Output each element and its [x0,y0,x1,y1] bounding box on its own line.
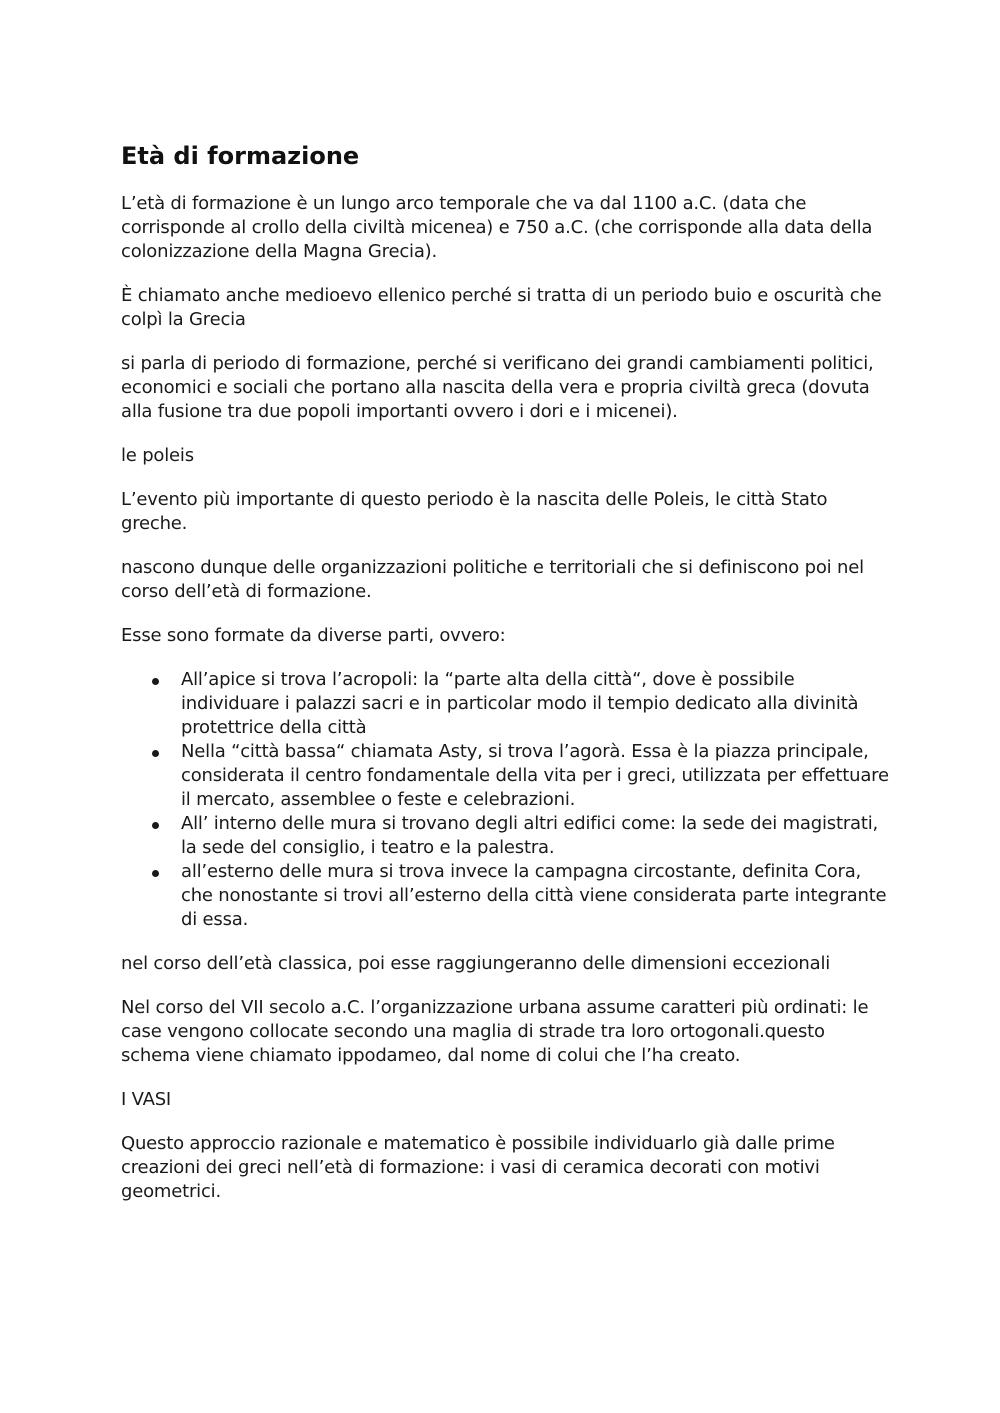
list-item-text: all’esterno delle mura si trova invece la campagna circostante, definita Cora, che nonostante si trovi all’esterno della città viene considerata parte integrante di essa. [181,861,887,930]
paragraph-vii-secolo: Nel corso del VII secolo a.C. l’organizzazione urbana assume caratteri più ordinati: le case vengono collocate secondo una maglia di strade tra loro ortogonali.questo schema viene chiamato ippodameo, dal nome di colui che l’ha creato. [121,997,869,1066]
bullet-icon [152,822,159,829]
paragraph-eta-classica: nel corso dell’età classica, poi esse raggiungeranno delle dimensioni eccezionali [121,953,831,974]
paragraph-formazione: si parla di periodo di formazione, perché si verificano dei grandi cambiamenti politici, economici e sociali che portano alla nascita della vera e propria civiltà greca (dovuta alla fusione tra due popoli importanti ovvero i dori e i micenei). [121,353,874,422]
list-item [181,668,891,740]
list-item-text: All’ interno delle mura si trovano degli altri edifici come: la sede dei magistrati, la sede del consiglio, i teatro e la palestra. [181,813,879,858]
paragraph-organizzazioni: nascono dunque delle organizzazioni politiche e territoriali che si definiscono poi nel corso dell’età di formazione. [121,557,864,602]
paragraph-medioevo: È chiamato anche medioevo ellenico perché si tratta di un periodo buio e oscurità che colpì la Grecia [121,285,882,330]
parts-list [121,668,891,932]
document-page [121,140,891,1224]
list-item-text: All’apice si trova l’acropoli: la “parte alta della città“, dove è possibile individuare i palazzi sacri e in particolar modo il tempio dedicato alla divinità protettrice della città [181,669,859,738]
paragraph-vasi: Questo approccio razionale e matematico è possibile individuarlo già dalle prime creazioni dei greci nell’età di formazione: i vasi di ceramica decorati con motivi geometrici. [121,1133,835,1202]
list-item [181,812,891,860]
paragraph-intro: L’età di formazione è un lungo arco temporale che va dal 1100 a.C. (data che corrisponde al crollo della civiltà micenea) e 750 a.C. (che corrisponde alla data della colonizzazione della Magna Grecia). [121,193,873,262]
page-title: Età di formazione [121,142,360,170]
bullet-icon [152,750,159,757]
paragraph-parti: Esse sono formate da diverse parti, ovvero: [121,625,506,646]
section-label-poleis: le poleis [121,445,194,466]
paragraph-poleis: L’evento più importante di questo periodo è la nascita delle Poleis, le città Stato greche. [121,489,828,534]
list-item [181,740,891,812]
bullet-icon [152,678,159,685]
section-label-vasi: I VASI [121,1089,172,1110]
list-item-text: Nella “città bassa“ chiamata Asty, si trova l’agorà. Essa è la piazza principale, considerata il centro fondamentale della vita per i greci, utilizzata per effettuare il mercato, assemblee o feste e celebrazioni. [181,741,889,810]
bullet-icon [152,870,159,877]
list-item [181,860,891,932]
